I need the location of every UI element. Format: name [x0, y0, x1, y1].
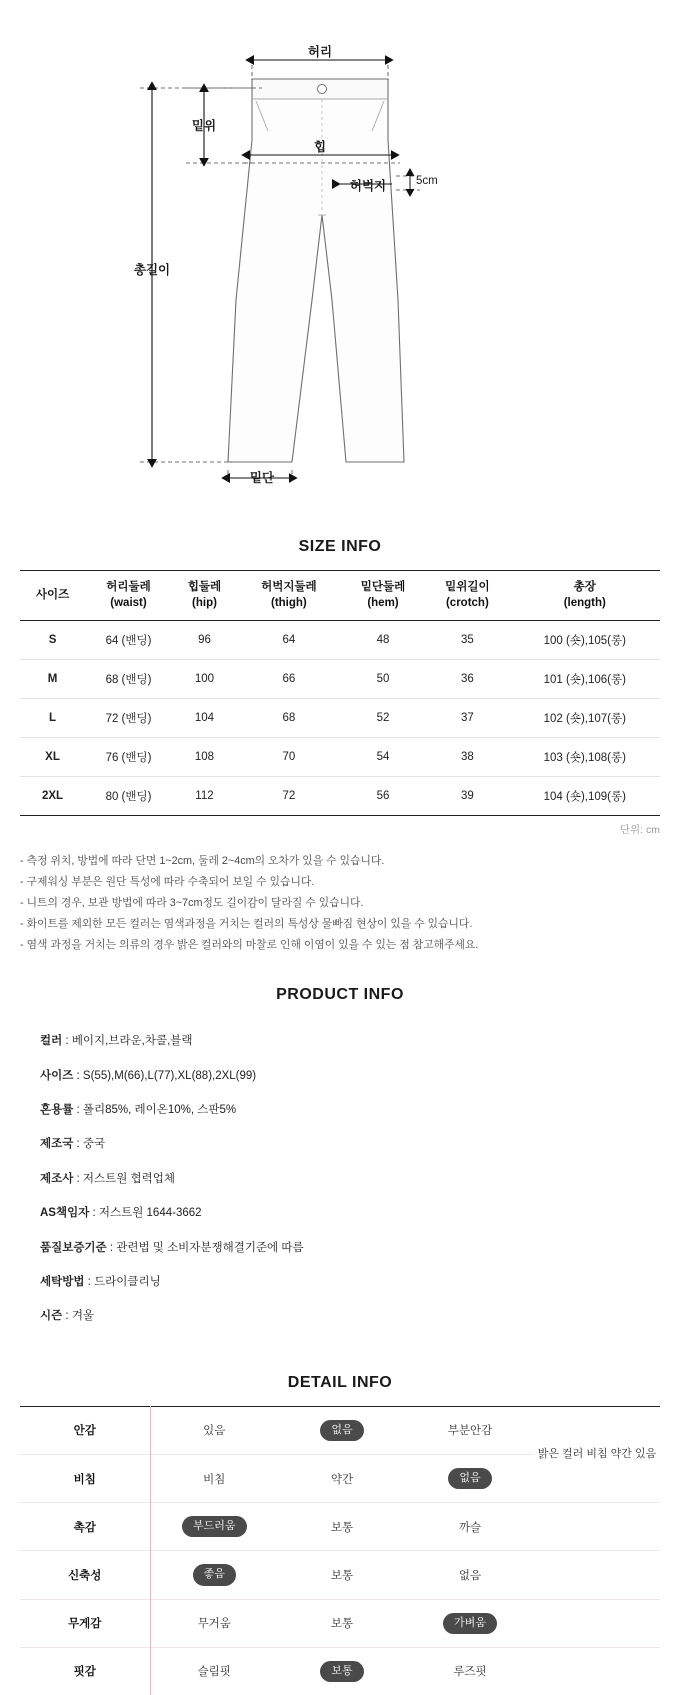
size-th-4-top: 밑단둘레 — [360, 581, 406, 593]
product-info-value: 베이지,브라운,차콜,블랙 — [71, 1035, 193, 1048]
detail-option-text: 있음 — [203, 1425, 226, 1438]
product-info-list — [20, 1018, 660, 1340]
size-th-6-bottom: (length) — [563, 596, 606, 609]
product-info-value: 겨울 — [71, 1310, 95, 1323]
cell-hip: 100 — [172, 660, 237, 699]
product-info-key: 세탁방법 — [40, 1276, 85, 1288]
product-info-row-origin — [20, 1127, 660, 1161]
detail-option[interactable] — [278, 1503, 406, 1551]
size-th-2-top: 힙둘레 — [187, 581, 222, 593]
size-th-0-top: 사이즈 — [35, 588, 70, 601]
cell-waist: 80 (밴딩) — [85, 777, 172, 816]
cell-length: 101 (숏),106(롱) — [510, 660, 660, 699]
size-th-4-bottom: (hem) — [367, 596, 399, 609]
detail-row-lining — [20, 1406, 660, 1454]
size-th-5 — [425, 571, 509, 621]
size-th-0 — [20, 571, 85, 621]
product-info-sep: : — [73, 1138, 83, 1151]
product-info-row-as — [20, 1196, 660, 1230]
product-info-row-warranty — [20, 1231, 660, 1265]
cell-length: 104 (숏),109(롱) — [510, 777, 660, 816]
detail-option-text: 까슬 — [458, 1521, 482, 1534]
cell-hip: 112 — [172, 777, 237, 816]
label-thigh: 허벅지 — [349, 179, 387, 193]
detail-row-label: 핏감 — [20, 1647, 150, 1695]
detail-row-fit — [20, 1647, 660, 1695]
cell-length: 102 (숏),107(롱) — [510, 699, 660, 738]
cell-size: L — [20, 699, 85, 738]
product-info-sep: : — [62, 1035, 72, 1048]
size-note-0: - 측정 위치, 방법에 따라 단면 1~2cm, 둘레 2~4cm의 오차가 있을 수 있습니다. — [20, 855, 385, 868]
detail-option[interactable] — [150, 1599, 278, 1647]
cell-size: S — [20, 621, 85, 660]
label-thigh-offset: 5cm — [416, 175, 438, 187]
detail-note-empty — [534, 1503, 660, 1551]
cell-size: XL — [20, 738, 85, 777]
product-info-key: 품질보증기준 — [40, 1241, 107, 1254]
cell-hem: 50 — [341, 660, 425, 699]
size-th-3-top: 허벅지둘레 — [261, 581, 317, 593]
detail-row-weight — [20, 1599, 660, 1647]
size-th-5-top: 밑위길이 — [445, 581, 490, 593]
product-info-key: 컬러 — [40, 1035, 63, 1048]
product-info-key: 제조사 — [40, 1172, 74, 1185]
detail-option-text: 부드러움 — [182, 1516, 247, 1537]
size-info-table-wrap — [0, 570, 680, 956]
detail-option-selected[interactable] — [406, 1599, 534, 1647]
cell-crotch: 35 — [425, 621, 509, 660]
cell-thigh: 70 — [237, 738, 341, 777]
cell-hem: 56 — [341, 777, 425, 816]
table-row — [20, 777, 660, 816]
detail-row-label: 안감 — [20, 1406, 150, 1454]
product-info-key: 혼용률 — [40, 1104, 74, 1117]
size-info-table — [20, 570, 660, 816]
detail-option-selected[interactable] — [406, 1454, 534, 1502]
cell-hip: 104 — [172, 699, 237, 738]
product-info-key: 시즌 — [40, 1310, 63, 1323]
detail-option-text: 부분안감 — [447, 1425, 493, 1438]
size-th-6 — [510, 571, 660, 621]
product-info-key: 제조국 — [40, 1138, 74, 1151]
cell-crotch: 38 — [425, 738, 509, 777]
cell-thigh: 72 — [237, 777, 341, 816]
detail-option[interactable] — [150, 1647, 278, 1695]
size-th-2 — [172, 571, 237, 621]
product-info-value: 중국 — [82, 1138, 106, 1151]
detail-note-empty — [534, 1551, 660, 1599]
size-notes — [20, 851, 660, 956]
detail-option-text: 좋음 — [193, 1564, 236, 1585]
cell-size: 2XL — [20, 777, 85, 816]
product-info-title: PRODUCT INFO — [276, 986, 404, 1004]
detail-option[interactable] — [150, 1454, 278, 1502]
size-th-6-top: 총장 — [573, 581, 596, 593]
label-length: 총길이 — [133, 263, 171, 277]
product-info-key: AS책임자 — [40, 1207, 90, 1220]
detail-row-label: 촉감 — [20, 1503, 150, 1551]
product-info-sep: : — [106, 1241, 117, 1254]
detail-option[interactable] — [406, 1647, 534, 1695]
unit-note: 단위: cm — [619, 824, 660, 837]
product-info-value: 드라이클리닝 — [94, 1276, 161, 1288]
product-info-key: 사이즈 — [40, 1069, 74, 1082]
cell-hem: 48 — [341, 621, 425, 660]
cell-waist: 76 (밴딩) — [85, 738, 172, 777]
detail-option-text: 약간 — [330, 1473, 354, 1486]
detail-note-empty — [534, 1599, 660, 1647]
label-hip: 힙 — [313, 140, 327, 154]
detail-option[interactable] — [278, 1454, 406, 1502]
cell-waist: 68 (밴딩) — [85, 660, 172, 699]
detail-info-table-wrap — [20, 1406, 660, 1695]
detail-row-label: 신축성 — [20, 1551, 150, 1599]
product-info-sep: : — [73, 1172, 83, 1185]
product-info-row-manufacturer — [20, 1162, 660, 1196]
product-info-row-season — [20, 1299, 660, 1333]
detail-option-text: 없음 — [320, 1420, 363, 1441]
detail-row-touch — [20, 1503, 660, 1551]
detail-option-text: 없음 — [458, 1569, 482, 1582]
detail-option[interactable] — [150, 1406, 278, 1454]
detail-option[interactable] — [406, 1551, 534, 1599]
product-info-value: 저스트원 협력업체 — [82, 1172, 175, 1185]
detail-option[interactable] — [406, 1503, 534, 1551]
product-info-sep: : — [73, 1069, 83, 1082]
detail-option-text: 보통 — [330, 1569, 354, 1582]
detail-row-label: 비침 — [20, 1454, 150, 1502]
size-note-3: - 화이트를 제외한 모든 컬러는 염색과정을 거치는 컬러의 특성상 물빠짐 현상이 있을 수 있습니다. — [20, 918, 473, 931]
product-info-row-size — [20, 1059, 660, 1093]
size-th-1 — [85, 571, 172, 621]
cell-length: 100 (숏),105(롱) — [510, 621, 660, 660]
detail-option-text: 무거움 — [197, 1618, 231, 1631]
detail-info-table — [20, 1406, 660, 1695]
cell-crotch: 37 — [425, 699, 509, 738]
size-note-1: - 구제워싱 부분은 원단 특성에 따라 수축되어 보일 수 있습니다. — [20, 876, 315, 889]
detail-option[interactable] — [406, 1406, 534, 1454]
detail-row-label: 무게감 — [20, 1599, 150, 1647]
label-hem: 밑단 — [249, 471, 275, 485]
cell-thigh: 66 — [237, 660, 341, 699]
detail-option-text: 없음 — [448, 1468, 491, 1489]
detail-option-selected[interactable] — [150, 1551, 278, 1599]
cell-size: M — [20, 660, 85, 699]
label-waist: 허리 — [307, 45, 333, 59]
cell-crotch: 36 — [425, 660, 509, 699]
product-info-sep: : — [73, 1104, 83, 1117]
product-info-sep: : — [89, 1207, 99, 1220]
cell-hem: 52 — [341, 699, 425, 738]
table-row — [20, 621, 660, 660]
detail-option-selected[interactable] — [150, 1503, 278, 1551]
detail-option-text: 슬림핏 — [197, 1666, 231, 1679]
cell-crotch: 39 — [425, 777, 509, 816]
product-info-value: 관련법 및 소비자분쟁해결기준에 따름 — [116, 1241, 304, 1254]
product-info-value: 저스트원 1644-3662 — [98, 1207, 202, 1220]
detail-option-selected[interactable] — [278, 1406, 406, 1454]
size-note-4: - 염색 과정을 거치는 의류의 경우 밝은 컬러와의 마찰로 인해 이염이 있을 수 있는 점 참고해주세요. — [20, 939, 479, 952]
size-th-3-bottom: (thigh) — [271, 596, 307, 609]
detail-note: 밝은 컬러 비침 약간 있음 — [537, 1448, 657, 1461]
detail-option-text: 비침 — [203, 1473, 226, 1486]
size-measure-diagram — [0, 0, 680, 520]
detail-info-title: DETAIL INFO — [287, 1373, 393, 1391]
size-info-title: SIZE INFO — [298, 538, 382, 555]
detail-option[interactable] — [278, 1599, 406, 1647]
detail-option-text: 가벼움 — [443, 1613, 497, 1634]
product-info-row-wash — [20, 1265, 660, 1299]
cell-thigh: 64 — [237, 621, 341, 660]
detail-option-text: 루즈핏 — [453, 1666, 487, 1679]
size-th-5-bottom: (crotch) — [445, 596, 489, 609]
size-th-1-top: 허리둘레 — [106, 581, 151, 593]
product-info-row-material — [20, 1093, 660, 1127]
product-info-sep: : — [84, 1276, 95, 1288]
table-row — [20, 738, 660, 777]
product-info-value: 폴리85%, 레이온10%, 스판5% — [82, 1104, 237, 1117]
table-row — [20, 660, 660, 699]
detail-option-text: 보통 — [330, 1521, 354, 1534]
size-th-1-bottom: (waist) — [110, 596, 147, 609]
cell-length: 103 (숏),108(롱) — [510, 738, 660, 777]
product-info-sep: : — [62, 1310, 72, 1323]
table-row — [20, 699, 660, 738]
detail-option[interactable] — [278, 1551, 406, 1599]
product-info-row-color — [20, 1024, 660, 1058]
cell-waist: 64 (밴딩) — [85, 621, 172, 660]
label-crotch: 밑위 — [191, 119, 217, 133]
size-th-3 — [237, 571, 341, 621]
size-note-2: - 니트의 경우, 보관 방법에 따라 3~7cm정도 길이감이 달라질 수 있습니다. — [20, 897, 364, 910]
size-table-header-row — [20, 571, 660, 621]
detail-option-text: 보통 — [320, 1661, 363, 1682]
cell-hip: 108 — [172, 738, 237, 777]
size-th-4 — [341, 571, 425, 621]
detail-row-stretch — [20, 1551, 660, 1599]
detail-note-empty — [534, 1647, 660, 1695]
cell-thigh: 68 — [237, 699, 341, 738]
size-th-2-bottom: (hip) — [192, 596, 217, 609]
detail-option-text: 보통 — [330, 1618, 354, 1631]
detail-option-selected[interactable] — [278, 1647, 406, 1695]
cell-hip: 96 — [172, 621, 237, 660]
product-info-value: S(55),M(66),L(77),XL(88),2XL(99) — [82, 1069, 257, 1082]
cell-hem: 54 — [341, 738, 425, 777]
cell-waist: 72 (밴딩) — [85, 699, 172, 738]
